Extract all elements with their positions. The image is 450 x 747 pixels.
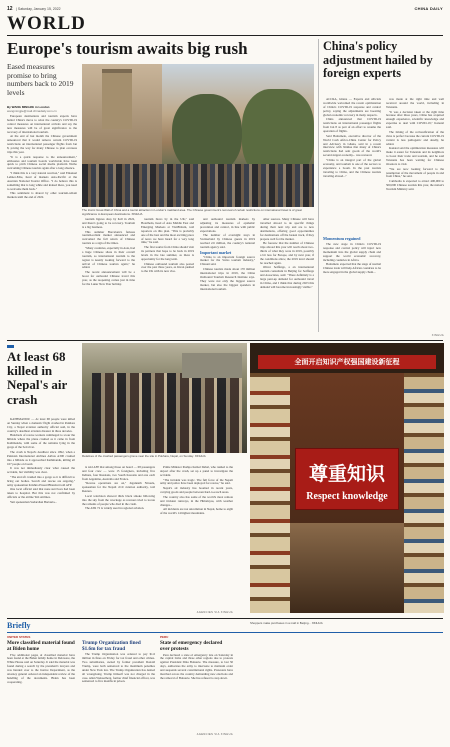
byline-email: wangmingjie@mail.chinadaily.com.cn [7,108,57,113]
paper-name: CHINA DAILY [414,6,443,11]
nepal-col-1 [7,418,75,616]
paragraph: Boitumelo expected that the stage of normal Chinese trade will help African countries to be more engaged in the global supply chain... [323,262,381,275]
paragraph: Chinese tourists made about 170 million international trips in 2019, the China Outbound Tourism Research Institute says. They were not only the biggest source market, but also the biggest spenders in international tourism. [200,267,255,291]
main-photo-caption: The Iconic Great Wall of China and a tourist attraction in London's mainland area. The Chinese government's removal of certain restrictions on international travel is of great significance to European destinations. XINHUA [82,208,302,216]
paragraph: At the end of last month the Chinese government announced that it would remove certain COVID-19 restrictions on international passenger flights from Jan 8, paving the way for many Chinese to plan overseas trips this year. [7,134,77,154]
byline-name: By WANG MINGJIE in London [7,105,50,109]
photo-tree [172,94,242,174]
brief-item [7,635,75,743]
main-headline: Europe's tourism awaits big rush [7,39,248,58]
paragraph: Prime Minister Pushpa Kamal Dahal, who rushed to the airport after the crash, set up a panel to investigate the accident. [160,466,233,477]
paragraph: KATHMANDU — At least 68 people were killed on Sunday when a domestic flight crashed in Pokhara City, a Nepal aviation authority official said, in the country's deadliest aviation disaster in three decades. [7,418,75,433]
main-col-5 [260,218,314,330]
column-divider [318,39,319,332]
paragraph: The number of overnight stays in Switzerland by Chinese guests in 2019 reached 2.6 million, the country's national tourism agency said. [200,233,255,250]
brief-headline: Trump Organization fined $1.6m for tax fraud [82,639,141,652]
paragraph: "Many countries, especially in Asia, had a huge Chinese share in their overall tourism, so international tourism to the region is keenly looking forward to the arrival of Chinese tourists again," he added. [82,245,135,270]
paragraph: was made at the right time and well received around the world, including in Tanzania. [386,98,444,109]
section-title: WORLD [7,13,86,34]
paragraph: Nepal's air industry has boomed in recent years, carrying goods and people between hard-to-reach areas. [160,486,233,495]
paragraph: is told AFP that among those on board — 68 passengers and four crew — were 15 foreigners, including five Indians, four Russians, two South Koreans and one each from Argentina, Australia and France. [82,466,155,481]
paragraph: This summer Barcelona's famous tourism-reliant market announced and welcomed the full return of Chinese tourists as a sign of the times. [82,229,135,246]
paragraph: "I think this is a very natural reaction," said Emanuel Lehner-Edie, head of markets Asia-Pacific at the Austrian National Tourist Office. "I do believe this is something that is long while and indeed there, you need to welcome them back." [7,171,77,191]
china-col-2 [386,98,444,332]
briefly-underline [7,632,443,633]
brief-body: Peru declared a state of emergency late on Saturday in the capital Lima and three other regions due to protests against President Dina Boluarte. The measure, to last 30 days, authorizes the army to intervene to maintain order and suspends several constitutional rights. Protesters have marched across the country demanding new elections and the removal of Boluarte. She has refused to step down. [160,653,233,680]
sign-chinese: 尊重知识 [308,463,385,485]
photo-sign [295,448,399,510]
paragraph: Cambodia is expected to attract 400,000 to 500,000 Chinese tourists this year, the nation's Tourism Ministry said. [386,179,444,191]
paragraph: He foresaw that the number of Chinese trips abroad this year will reach about two-thirds of what they were in 2019, possibly a bit less for Europe, and by next year, if the conditions allow, the 2019 level should be reached again. [260,241,314,265]
paragraph: and outbound tourism markets by adjusting its measures of epidemic prevention and control, in line with public expectations. [200,218,255,233]
paragraph: "It was a decision taken at the right time because after three years, China has acquired enough experience, scientific knowledge and expertise to deal with COVID-19," Kanatal said. [386,109,444,130]
china-credit: XINHUA [431,334,444,337]
brief-body: Five additional pages of classified material have been found at the Biden family home in Delaware, the White House said on Saturday. It said the material was found during a search by the president's lawyers and was handed over to the Justice Department, as the attorney general ordered an independent review of the handling of the documents. Biden has been cooperating. [7,653,75,684]
paragraph: All incidents are not uncommon in Nepal, home to eight of the world's 14 highest mountains. [160,507,233,516]
brief-region [82,635,155,639]
page-number: 12 [7,6,13,12]
paragraph: Oliver Seifferge, a an international tourism consultant in Beijing for Seifferge and Associates, said: "There definitely is a large pent-up demand for outbound travel in China, and I think that during 2023 this demand will become increasingly visible." [260,265,314,289]
main-byline [7,106,77,114]
paragraph: China announced that COVID-19 restrictions on international passenger flights from Jan 8 as part of an effort to resume the operation of flights. [323,117,381,134]
briefly-title: Briefly [7,621,31,630]
photo-debris [182,353,242,378]
paragraph: tourism flows by in the UK," said Hotelbeds, head of Asia Middle East and Emerging Markets at VisitBritain, told reporters on this plan. "This is probably one of the best and the most exciting piece of news we have heard for a very long time," he said. [141,218,194,245]
photo-crowd [82,164,314,207]
paragraph: "China is an important foreign source market for the Swiss tourism industry," Chiaoni said. [200,254,255,267]
paragraph: tourism figures drop by half in 2022, and there's going to be recovery. Tourism is a big business. [82,218,135,229]
brief-region: PERU [160,635,169,639]
paragraph: Said Boitumelo, executive director of the World Cash Africa-China Center for Policy and Advisory in Ghana, said in a recent interview with Xinhua that many of China's restrictions had sent goods of the world's second-largest economy... was restored. [323,133,381,158]
paragraph: The first tourist from China should visit its partners that hope to be back in 2019 levels in the late summer, as there is opportunity for the long term. [141,245,194,261]
photo-shelf-right [404,373,444,613]
story-marker [7,345,14,348]
paragraph: "The aircraft crashed into a gorge so it is difficult to bring out bodies. Search and rescue are ongoing," army spokesman Krishna Prasad Bhandari told AFP. [7,474,75,487]
paragraph: The timing of the reclassification of the virus is perfect because the current COVID-19 variant is less pathogenic and deadly, he added. [386,129,444,146]
photo-floor [290,523,404,613]
main-col-1 [7,115,77,330]
paragraph: The crash is Nepal's deadliest since 1992, when a Pakistan International Airlines Airbus A300 crashed into a hillside as it approached Kathmandu, killing all 167 people on board. [7,449,75,466]
sign-english: Respect knowledge [306,491,388,502]
nepal-headline: At least 68 killed in Nepal's air crash [7,349,68,407]
paragraph: Yeti spokesman Sudarshan Bartaula... [10,499,57,504]
brief-region: UNITED STATES [7,635,31,639]
paragraph: The new stage in China's COVID-19 response and control policy will inject new momentum into the global supply chain and support the world economic recovery, including countries in Africa. [323,243,381,262]
paragraph: It was not immediately clear what caused the accident, but visibility was clear. [7,466,75,475]
paragraph: "China is an integral part of the global economy, and tourism is one of the sectors to experience a boom. In the past tourists traveling to China, and the Chinese tourists traveling abroad..." [323,157,381,178]
paragraph: Kanatal said the optimization measures will make it easier for Tanzania and its neighbors to boost their trade and tourism, and he said Tanzania has been waiting for Chinese investors to visit. [386,146,444,166]
china-headline: China's policy adjustment hailed by foreign experts [323,39,433,81]
paragraph: The country also has some of the world's most remote and trickiest runways, in the Himalayas, with weather changes... [160,494,233,507]
paragraph: "We are now looking forward to the resumption of the movement of people in and from China," he said. [386,166,444,179]
main-deck: Eased measures promise to bring numbers back to 2019 levels [7,62,74,97]
paragraph: other sources. Many Chinese will have travelled abroad to do specific things during their next trip and are to new destinations, offering good opportunities for destinations off the beaten track, if they prepare well for the market. [260,218,314,241]
brief-headline: More classified material found at Biden home [7,640,75,652]
paragraph: Local television showed thick black smoke billowing into the sky from the wreckage as rescuers tried to locate the remains of people who died in the crash. [82,493,155,506]
photo-banner: 全面开启知识产权强国建设新征程 [258,355,436,369]
paragraph: One local official said that none survivors had been taken to hospital. But this was not confirmed by officials or the airline Yeti Airlines. [7,487,75,500]
nepal-photo-caption: Relatives of the crashed passengers grieve near the site in Pokhara, Nepal, on Sunday. XINHUA [82,454,206,458]
section-rule [7,340,443,341]
nepal-col-3 [160,466,233,610]
main-col-4 [200,218,255,330]
paragraph: ACCRA, Ghana — Experts and officials worldwide welcomed the recent optimization of China's COVID-19 response and control policy, saying the adjustments are boosting global economic recovery in many respects. [323,98,381,117]
paragraph: "It is a quick response to the announcement," embassies and tourism boards worldwide have been quick to pitch Chinese social media platform Weibo welcoming Chinese tourists again after a long absence. [7,154,77,171]
paragraph: European destinations and tourism experts have hailed China's move to relax the country's COVID-19 control measures on international arrivals and say the new measures will be of great significance to the recovery of international tourism. [7,115,77,134]
paragraph: "Rescue operations are on," Jagannath Niroula, spokesman for the Nepali civil aviation authority, told Reuters. [82,481,155,494]
date-line: | Saturday, January 15, 2022 [16,6,61,11]
subhead: Important market [200,249,232,255]
nepal-credit: AGENCIES VIA XINHUA [196,611,233,614]
paragraph: "The incident was tragic. The full force of the Nepali army and police have been deployed for rescue," he said. [160,477,233,486]
photo-shelf-left [250,373,290,613]
briefly-rule [7,618,443,619]
main-col-2 [82,218,135,330]
paragraph: The ATR 72 is widely used in regional aviation. [85,506,145,511]
respect-knowledge-photo [250,343,444,613]
brief-headline: State of emergency declared over protests [160,640,223,652]
paragraph: The recent announcement will be a boost for outbound Chinese travel this year, as the reopening comes just in time for the Lunar New Year holiday. [82,270,135,286]
paragraph: Hundreds of rescue workers rummaged to scour the hillside where the plane crashed as it came in from Kathmandu, with some of the remains lying in the gorge of the Seti river. [7,433,75,450]
briefly-credit: AGENCIES VIA XINHUA [196,732,233,736]
brief-item [82,635,155,743]
paragraph: This sentiment is shared by other tourism-reliant markets until the end of 2022. [7,191,77,200]
photo-tower [102,69,132,129]
photo-people [92,373,242,453]
right-photo-caption: Shoppers make purchases in a mall in Beijing... XINHUA [250,621,323,625]
china-subhead: Momentum regained [323,236,361,241]
header-rule [7,35,443,36]
nepal-col-2 [82,466,155,616]
brief-item [160,635,233,743]
brief-body: The Trump Organization was ordered to pay $1.6 million in fines on Friday for tax fraud and other crimes. Two subsidiaries, owned by former president Donald Trump, were both sentenced to the maximum penalties under New York law. The Trump Organization has denied all wrongdoing. Trump himself was not charged in the case. Allen Weisselberg, former chief financial officer, was sentenced to five months in prison. [82,653,155,684]
nepal-photo [82,343,247,453]
china-col-1 [323,98,381,232]
china-col-1b [323,243,381,332]
main-col-3 [141,218,194,330]
paragraph: Chinese outbound tourism also posted over the past three years, as Kiran pushed to the UK with its new visa. [141,261,194,274]
main-photo [82,64,314,207]
